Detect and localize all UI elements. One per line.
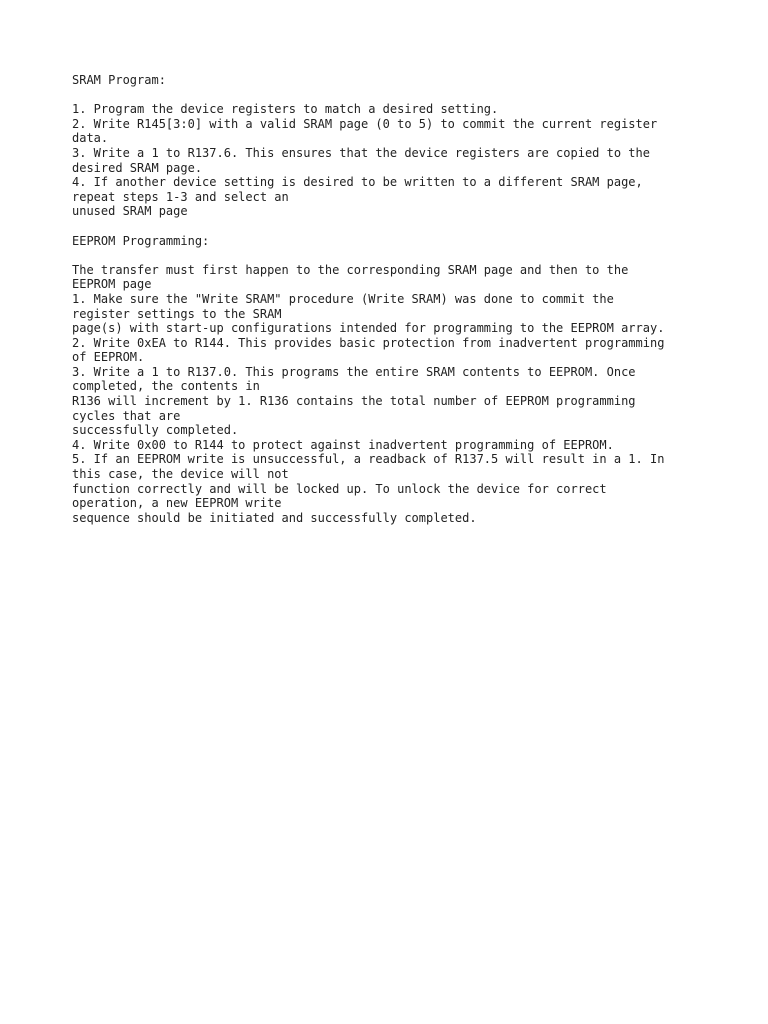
text-line: 5. If an EEPROM write is unsuccessful, a readback of R137.5 will result in a 1. In: [72, 452, 665, 467]
sram-program-heading: SRAM Program:: [72, 73, 166, 87]
text-line: 2. Write 0xEA to R144. This provides basic protection from inadvertent programming: [72, 335, 665, 350]
text-line: 4. If another device setting is desired to be written to a different SRAM page,: [72, 175, 643, 190]
text-line: cycles that are: [72, 408, 181, 423]
text-line: desired SRAM page.: [72, 160, 203, 175]
document-page: [72, 73, 702, 525]
text-line: 1. Make sure the "Write SRAM" procedure (Write SRAM) was done to commit the: [72, 291, 614, 306]
eeprom-steps: [72, 263, 702, 526]
text-line: 1. Program the device registers to match a desired setting.: [72, 102, 499, 117]
blank-line: [72, 88, 702, 103]
blank-line: [72, 219, 702, 234]
text-line: successfully completed.: [72, 423, 239, 438]
text-line: 3. Write a 1 to R137.0. This programs the entire SRAM contents to EEPROM. Once: [72, 364, 636, 379]
text-line: register settings to the SRAM: [72, 306, 282, 321]
text-line: completed, the contents in: [72, 379, 260, 394]
text-line: this case, the device will not: [72, 467, 289, 482]
text-line: The transfer must first happen to the corresponding SRAM page and then to the: [72, 262, 629, 277]
text-line: function correctly and will be locked up. To unlock the device for correct: [72, 481, 607, 496]
eeprom-programming-heading: EEPROM Programming:: [72, 233, 210, 248]
text-line: operation, a new EEPROM write: [72, 496, 282, 511]
text-line: 3. Write a 1 to R137.6. This ensures that the device registers are copied to the: [72, 145, 650, 160]
text-line: 4. Write 0x00 to R144 to protect against inadvertent programming of EEPROM.: [72, 437, 614, 452]
text-line: EEPROM page: [72, 277, 152, 292]
text-line: unused SRAM page: [72, 204, 188, 219]
text-line: of EEPROM.: [72, 350, 145, 365]
text-line: sequence should be initiated and successfully completed.: [72, 510, 477, 525]
text-line: repeat steps 1-3 and select an: [72, 189, 289, 204]
text-line: 2. Write R145[3:0] with a valid SRAM page (0 to 5) to commit the current register: [72, 116, 658, 131]
sram-steps: [72, 102, 702, 219]
text-line: data.: [72, 131, 109, 146]
text-line: R136 will increment by 1. R136 contains the total number of EEPROM programming: [72, 394, 636, 409]
blank-line: [72, 248, 702, 263]
text-line: page(s) with start-up configurations intended for programming to the EEPROM array.: [72, 321, 665, 336]
